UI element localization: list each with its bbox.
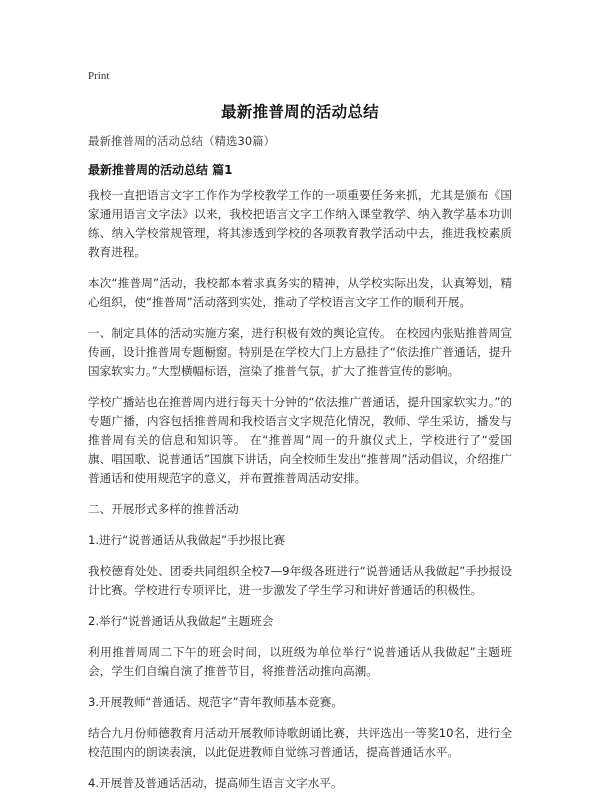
paragraph-item-1-heading: 1.进行“说普通话从我做起”手抄报比赛	[88, 533, 285, 547]
print-link[interactable]: Print	[88, 70, 110, 82]
paragraph-section-two-heading: 二、开展形式多样的推普活动	[88, 502, 239, 516]
paragraph-item-2-heading: 2.举行“说普通话从我做起”主题班会	[88, 614, 274, 628]
paragraph-event-overview: 本次“推普周”活动，我校都本着求真务实的精神，从学校实际出发，认真筹划，精心组织，使“推普周”活动落到实处，推动了学校语言文字工作的顺利开展。	[88, 276, 512, 309]
paragraph-item-3-body: 结合九月份师德教育月活动开展教师诗歌朗诵比赛，共评选出一等奖10名，进行全校范围内的朗读表演，以此促进教师自觉练习普通话，提高普通话水平。	[88, 726, 512, 759]
page-title: 最新推普周的活动总结	[220, 103, 379, 121]
paragraph-item-2-body: 利用推普周周二下午的班会时间，以班级为单位举行“说普通话从我做起”主题班会，学生们自编自演了推普节目，将推普活动推向高潮。	[88, 645, 512, 678]
paragraph-broadcast: 学校广播站也在推普周内进行每天十分钟的“依法推广普通话，提升国家软实力。”的专题广播，内容包括推普周和我校语言文字规范化情况，教师、学生采访，播发与推普周有关的信息和知识等。 在“推普周”周一的升旗仪式上，学校进行了“爱国旗、唱国歌、说普通话”国旗下讲话，向全校师生发出“推普周”活动倡议，介绍推广普通话和使用规范字的意义，并布置推普周活动安排。	[88, 395, 512, 485]
paragraph-item-4-heading: 4.开展普及普通话活动，提高师生语言文字水平。	[88, 776, 343, 790]
paragraph-item-1-body: 我校德育处处、团委共同组织全校7—9年级各班进行“说普通话从我做起”手抄报设计比赛。学校进行专项评比，进一步激发了学生学习和讲好普通话的积极性。	[88, 564, 512, 597]
section-heading: 最新推普周的活动总结 篇1	[88, 163, 233, 177]
paragraph-item-3-heading: 3.开展教师“普通话、规范字”青年教师基本竞赛。	[88, 695, 343, 709]
document-subtitle: 最新推普周的活动总结（精选30篇）	[88, 134, 276, 148]
article-body	[88, 186, 512, 805]
paragraph-intro: 我校一直把语言文字工作作为学校教学工作的一项重要任务来抓，尤其是颁布《国家通用语言文字法》以来，我校把语言文字工作纳入课堂教学、纳入教学基本功训练、纳入学校常规管理，将其渗透到学校的各项教育教学活动中去，推进我校素质教育进程。	[88, 188, 512, 259]
paragraph-publicity: 一、制定具体的活动实施方案，进行积极有效的舆论宣传。 在校园内张贴推普周宣传画，设计推普周专题橱窗。特别是在学校大门上方悬挂了“依法推广普通话，提升国家软实力。”大型横幅标语，渲染了推普气氛，扩大了推普宣传的影响。	[88, 326, 512, 378]
